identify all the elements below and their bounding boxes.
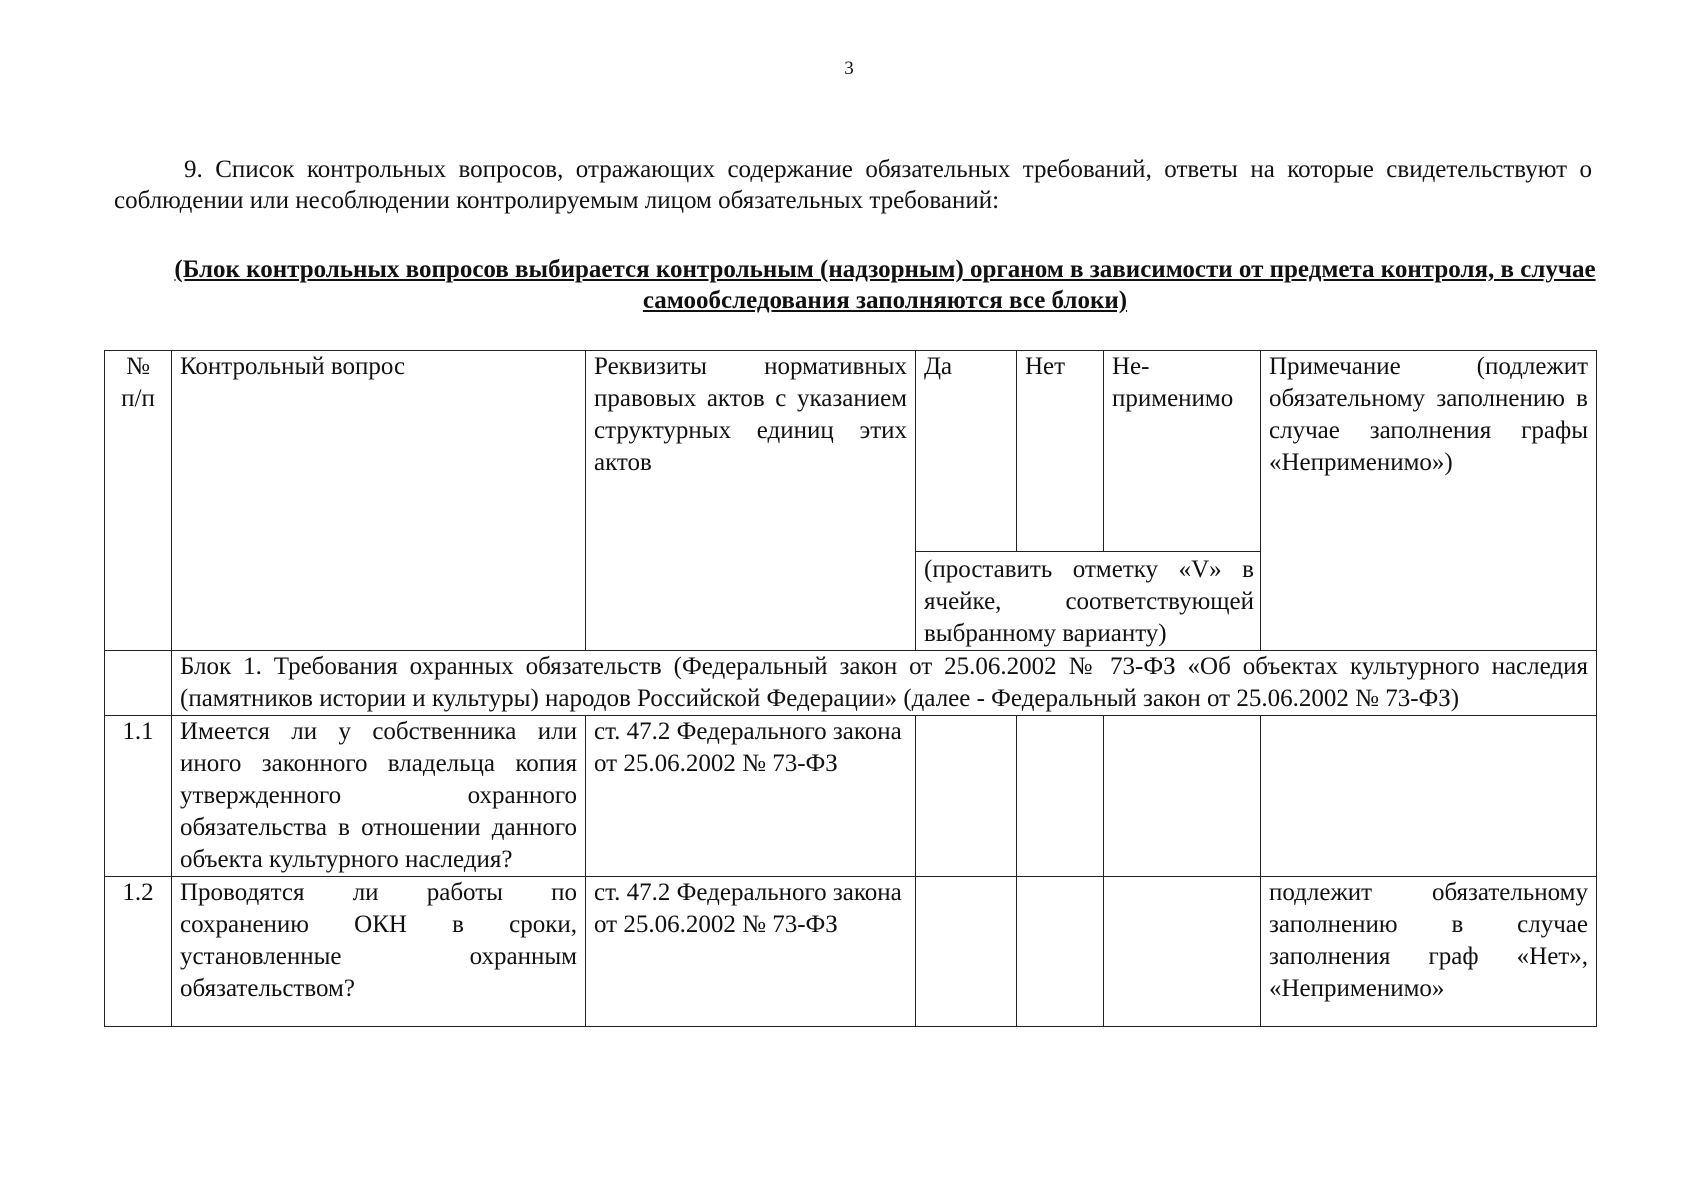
row-requisites: ст. 47.2 Федерального закона от 25.06.2002 № 73-ФЗ [586,877,916,1027]
row-num: 1.1 [105,716,172,877]
table-row [105,877,1597,1027]
header-no: Нет [1017,351,1104,552]
row-no-cell[interactable] [1017,877,1104,1027]
block-selection-note: (Блок контрольных вопросов выбирается контрольным (надзорным) органом в зависимости от предмета контроля, в случае самообследования заполняются все блоки) [174,256,1596,314]
page-number: 3 [844,58,854,79]
block-row [105,651,1597,716]
mark-hint: (проставить отметку «V» в ячейке, соответствующей выбранному варианту) [916,552,1261,651]
row-num: 1.2 [105,877,172,1027]
header-row [105,351,1597,552]
row-question: Проводятся ли работы по сохранению ОКН в сроки, установленные охранным обязательством? [172,877,586,1027]
header-question: Контрольный вопрос [172,351,586,651]
block-num-cell [105,651,172,716]
row-na-cell[interactable] [1104,877,1261,1027]
row-requisites: ст. 47.2 Федерального закона от 25.06.2002 № 73-ФЗ [586,716,916,877]
intro-paragraph: 9. Список контрольных вопросов, отражающих содержание обязательных требований, ответы на которые свидетельствуют о соблюдении или несоблюдении контролируемым лицом обязательных требований: [114,156,1592,214]
row-no-cell[interactable] [1017,716,1104,877]
row-yes-cell[interactable] [916,716,1017,877]
row-note-cell[interactable]: подлежит обязательному заполнению в случае заполнения граф «Нет», «Неприменимо» [1261,877,1597,1027]
table-row [105,716,1597,877]
header-yes: Да [916,351,1017,552]
block-title: Блок 1. Требования охранных обязательств (Федеральный закон от 25.06.2002 № 73-ФЗ «Об объектах культурного наследия (памятников истории и культуры) народов Российской Федерации» (далее - Федеральный закон от 25.06.2002 № 73-ФЗ) [172,651,1597,716]
header-note: Примечание (подлежит обязательному заполнению в случае заполнения графы «Неприменимо») [1261,351,1597,651]
row-note-cell[interactable] [1261,716,1597,877]
checklist-table [104,350,1597,1027]
header-not-applicable: Не-применимо [1104,351,1261,552]
row-yes-cell[interactable] [916,877,1017,1027]
header-num: № п/п [105,351,172,651]
header-requisites: Реквизиты нормативных правовых актов с указанием структурных единиц этих актов [586,351,916,651]
row-na-cell[interactable] [1104,716,1261,877]
row-question: Имеется ли у собственника или иного законного владельца копия утвержденного охранного обязательства в отношении данного объекта культурного наследия? [172,716,586,877]
